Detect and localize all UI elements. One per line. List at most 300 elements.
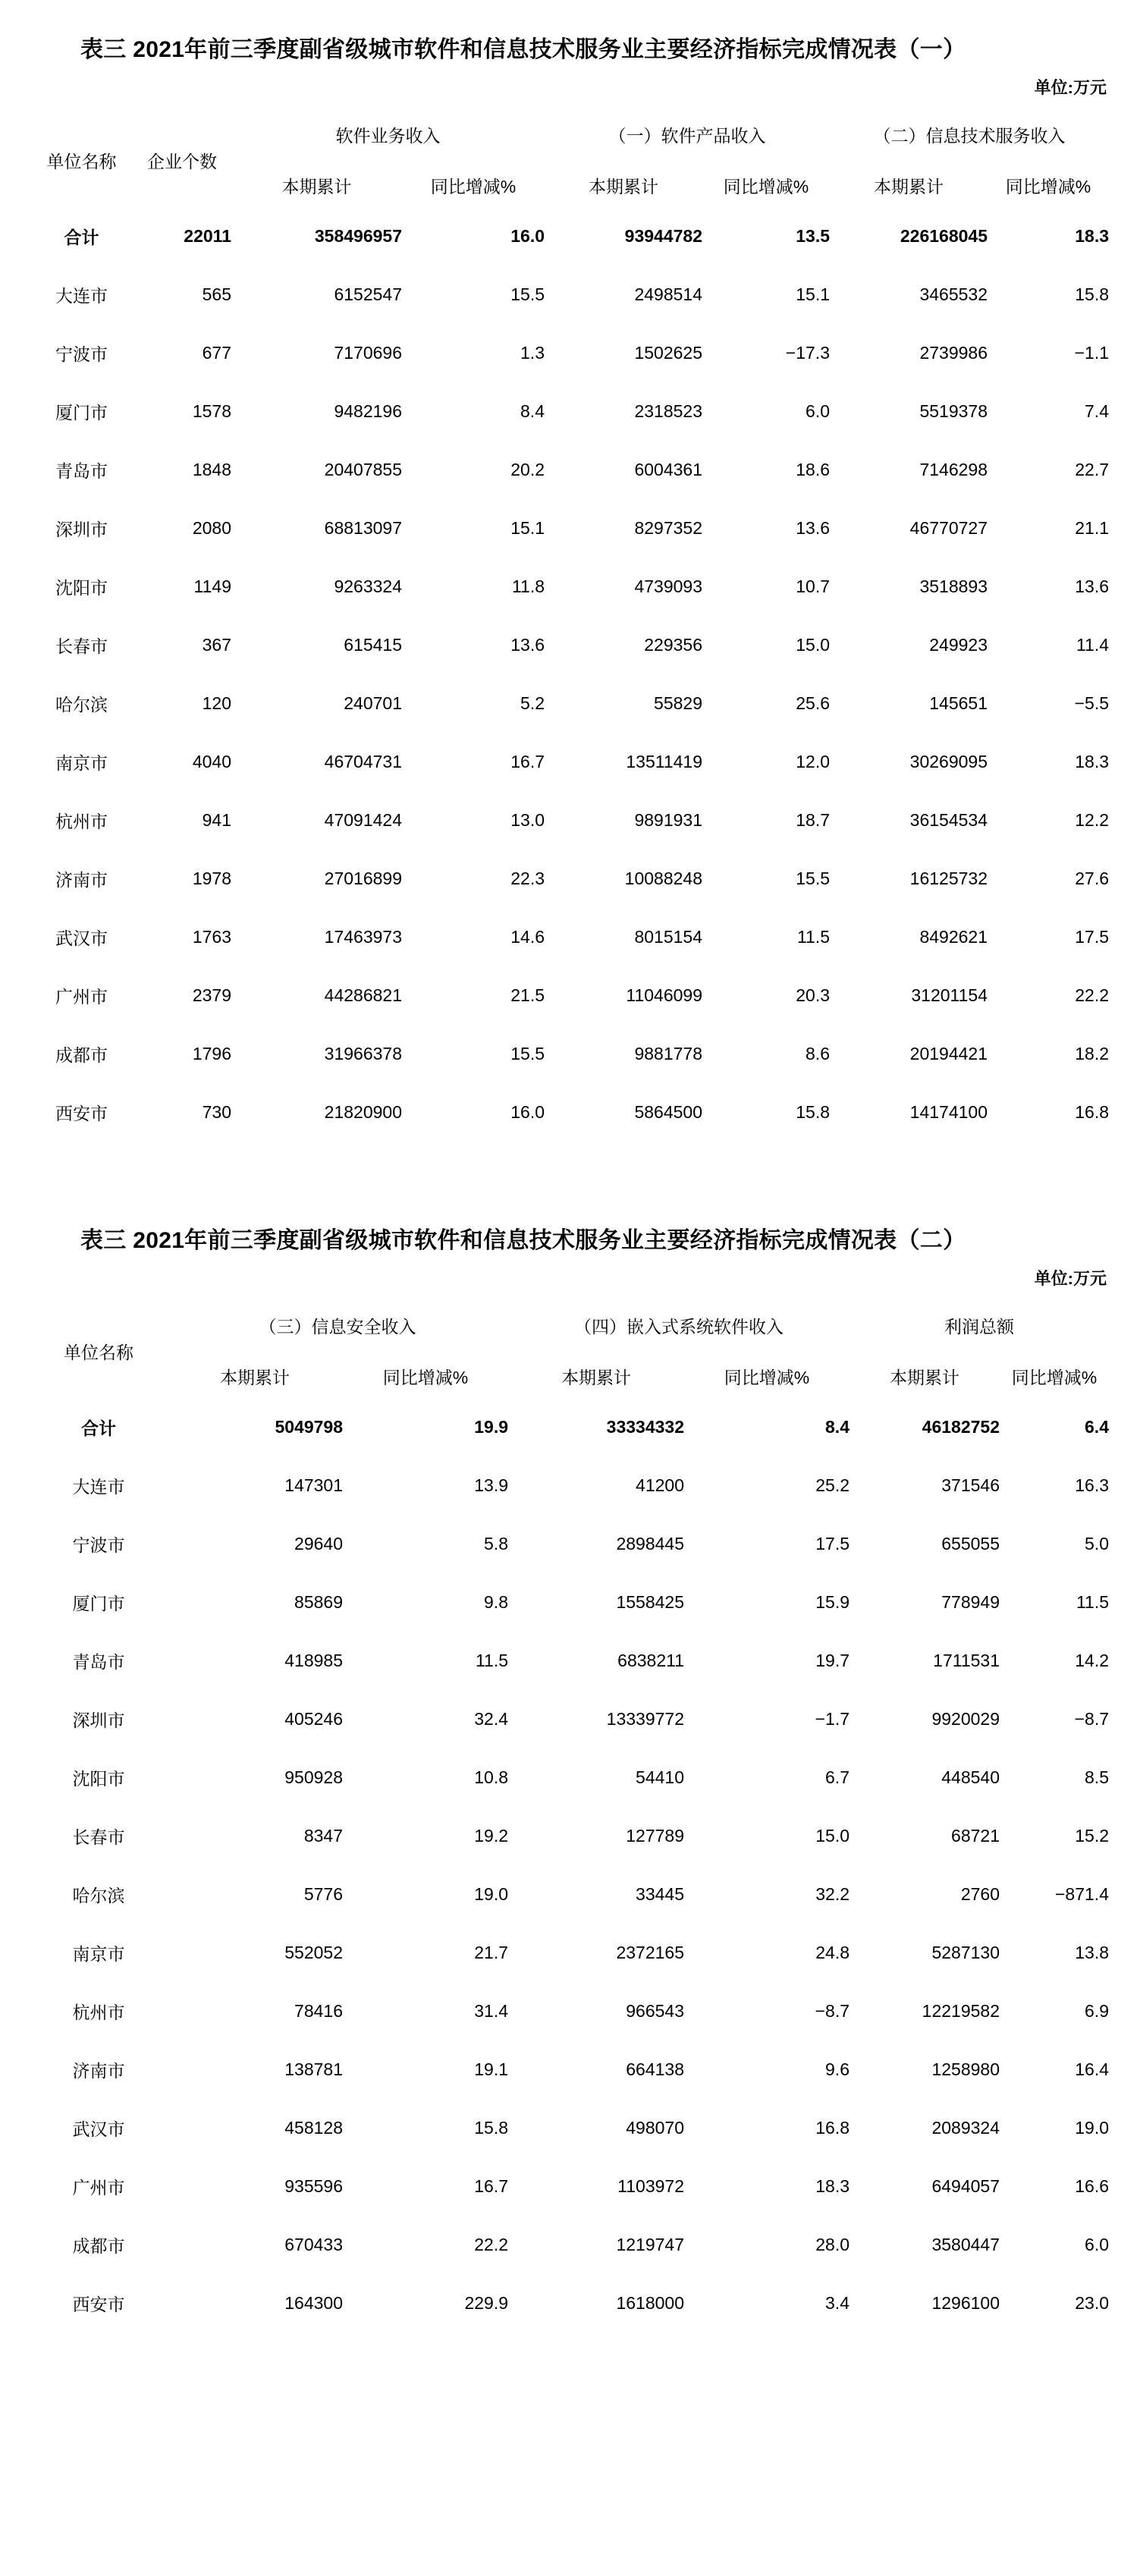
table-two-value-3: 17.5 [815, 1534, 850, 1553]
table-two-row-label: 武汉市 [72, 2119, 125, 2139]
table-one-value-5: 16.8 [1075, 1102, 1109, 1122]
table-one-value-1: 8.4 [520, 401, 545, 421]
table-one-row-label: 广州市 [55, 987, 108, 1007]
table-two-value-3: 16.8 [815, 2118, 850, 2138]
table-row [30, 1520, 1109, 1568]
table-one-row-label: 沈阳市 [55, 578, 108, 598]
table-two-value-5: −871.4 [1055, 1884, 1109, 1904]
table-two-value-4: 6494057 [931, 2176, 1000, 2196]
table-two-value-2: 1103972 [617, 2176, 684, 2196]
table-one-value-3: 11.5 [796, 927, 830, 947]
table-row [30, 1929, 1109, 1977]
table-two-group-header-row [30, 1300, 1109, 1350]
table-row [30, 680, 1109, 727]
row-spacer [30, 669, 1109, 680]
table-two-row-label: 深圳市 [72, 1711, 125, 1730]
table-row [30, 211, 1109, 260]
table-one-enterprise-count: 1796 [192, 1044, 231, 1063]
table-one-value-4: 7146298 [919, 460, 988, 479]
table-row [30, 1695, 1109, 1743]
row-spacer [30, 435, 1109, 446]
table-row [30, 2046, 1109, 2094]
table-one-value-0: 17463973 [324, 927, 402, 947]
table-two-value-5: 5.0 [1085, 1534, 1109, 1553]
row-spacer [30, 1685, 1109, 1695]
table-row [30, 1030, 1109, 1078]
table-row [30, 1579, 1109, 1626]
table-one-group-it-service-revenue: （二）信息技术服务收入 [873, 125, 1066, 146]
table-one-value-0: 9482196 [334, 401, 402, 421]
row-spacer [30, 844, 1109, 855]
table-one-value-3: 18.6 [796, 460, 830, 479]
table-two-value-1: 11.5 [475, 1651, 508, 1670]
table-one-value-2: 13511419 [626, 752, 702, 771]
table-one-value-3: 6.0 [806, 401, 830, 421]
table-two-value-2: 664138 [626, 2059, 684, 2079]
row-spacer [30, 552, 1109, 563]
table-two-value-4: 448540 [941, 1767, 1000, 1787]
table-two-value-4: 371546 [941, 1475, 1000, 1495]
table-two-section [0, 1197, 1140, 2338]
table-row [30, 1987, 1109, 2035]
table-one-row-label: 武汉市 [55, 928, 108, 948]
table-two-value-0: 405246 [284, 1709, 343, 1729]
table-one-enterprise-count: 1149 [193, 576, 231, 596]
table-one-value-1: 15.5 [510, 284, 545, 304]
table-one-body [30, 211, 1109, 1147]
table-two-value-5: 6.0 [1085, 2235, 1109, 2254]
table-two-value-0: 458128 [284, 2118, 343, 2138]
table-two-subheader-growth-3: 同比增减% [1011, 1367, 1098, 1387]
table-one-value-1: 13.0 [510, 810, 545, 830]
table-one-value-4: 3518893 [919, 576, 988, 596]
table-one-value-5: 22.2 [1075, 985, 1109, 1005]
row-spacer [30, 1626, 1109, 1637]
table-one-value-4: 30269095 [909, 752, 988, 771]
row-spacer [30, 1568, 1109, 1579]
row-spacer [30, 786, 1109, 796]
table-two-value-3: 25.2 [815, 1475, 850, 1495]
table-one-value-5: 21.1 [1075, 518, 1109, 538]
table-two-value-3: 8.4 [825, 1417, 850, 1437]
table-two-value-1: 19.1 [474, 2059, 508, 2079]
table-two-value-2: 498070 [626, 2118, 684, 2138]
table-two-value-4: 778949 [941, 1592, 1000, 1612]
table-two-value-2: 1558425 [616, 1592, 684, 1612]
table-one-value-0: 20407855 [324, 460, 402, 479]
table-one-enterprise-count: 565 [202, 284, 231, 304]
table-two-value-4: 1711531 [933, 1651, 1000, 1670]
table-two-value-1: 9.8 [484, 1592, 508, 1612]
table-one-value-1: 21.5 [510, 985, 545, 1005]
table-one-value-2: 5864500 [634, 1102, 702, 1122]
row-spacer [30, 2094, 1109, 2104]
row-spacer [30, 903, 1109, 913]
table-one-value-0: 615415 [344, 635, 402, 655]
table-one-value-1: 5.2 [520, 693, 545, 713]
table-one-row-label: 西安市 [55, 1104, 108, 1123]
table-two-row-label: 哈尔滨 [72, 1886, 125, 1905]
table-two-value-1: 19.0 [474, 1884, 508, 1904]
table-two-value-0: 147301 [284, 1475, 343, 1495]
table-two-value-3: 18.3 [815, 2176, 850, 2196]
table-two-row-label: 杭州市 [72, 2003, 125, 2022]
page-bottom-gap [0, 2338, 1140, 2368]
table-row [30, 271, 1109, 319]
table-two-value-2: 33334332 [606, 1417, 684, 1437]
table-one-value-5: 13.6 [1075, 576, 1109, 596]
table-two-value-4: 12219582 [922, 2001, 1000, 2021]
table-two-value-4: 3580447 [931, 2235, 1000, 2254]
table-one-value-1: 13.6 [510, 635, 545, 655]
table-one-value-5: 15.8 [1075, 284, 1109, 304]
table-one-value-5: 18.3 [1075, 226, 1109, 246]
row-spacer [30, 1078, 1109, 1089]
table-two-value-5: 6.9 [1085, 2001, 1109, 2021]
table-one-value-2: 8297352 [634, 518, 702, 538]
table-one-value-4: 31201154 [911, 985, 988, 1005]
table-one-value-3: 12.0 [796, 752, 830, 771]
table-row [30, 329, 1109, 377]
table-two-value-1: 16.7 [474, 2176, 508, 2196]
table-one-value-2: 55829 [654, 693, 702, 713]
table-two-value-0: 670433 [284, 2235, 343, 2254]
table-two-value-3: 19.7 [815, 1651, 850, 1670]
table-one-value-5: 12.2 [1075, 810, 1109, 830]
table-one-section [0, 0, 1140, 1147]
table-two-value-5: 13.8 [1075, 1943, 1109, 1962]
table-two-value-4: 2089324 [931, 2118, 1000, 2138]
table-one-value-2: 8015154 [634, 927, 702, 947]
table-two-value-0: 78416 [294, 2001, 343, 2021]
table-two-value-5: 14.2 [1075, 1651, 1109, 1670]
table-two-value-0: 85869 [294, 1592, 343, 1612]
table-one-enterprise-count: 1978 [192, 869, 231, 888]
table-one-value-3: 8.6 [806, 1044, 830, 1063]
table-one-row-label: 杭州市 [55, 812, 108, 831]
table-row [30, 621, 1109, 669]
table-one-value-1: 1.3 [520, 343, 545, 363]
table-one-enterprise-count: 1848 [192, 460, 231, 479]
table-two-value-5: −8.7 [1074, 1709, 1109, 1729]
table-one-value-5: 18.3 [1075, 752, 1109, 771]
table-row [30, 913, 1109, 961]
table-two-title: 表三 2021年前三季度副省级城市软件和信息技术服务业主要经济指标完成情况表（二） [80, 1228, 966, 1253]
table-two-value-1: 19.2 [474, 1826, 508, 1846]
table-two-value-5: 23.0 [1075, 2293, 1109, 2313]
table-row [30, 388, 1109, 435]
table-one-subheader-growth-1: 同比增减% [430, 176, 517, 196]
table-two-value-3: 15.0 [815, 1826, 850, 1846]
table-two-value-2: 1618000 [616, 2293, 684, 2313]
row-spacer [30, 1977, 1109, 1987]
table-two-row-label: 成都市 [72, 2236, 125, 2256]
table-two-value-3: 28.0 [815, 2235, 850, 2254]
table-two-row-label: 长春市 [72, 1827, 125, 1847]
table-two-value-5: 16.3 [1075, 1475, 1109, 1495]
table-two-value-0: 418985 [284, 1651, 343, 1670]
table-one-enterprise-count: 730 [202, 1102, 231, 1122]
table-two-value-1: 22.2 [474, 2235, 508, 2254]
table-one-value-2: 93944782 [624, 226, 702, 246]
table-one-subheader-growth-3: 同比增减% [1005, 176, 1091, 196]
row-spacer [30, 1451, 1109, 1462]
table-two-value-1: 10.8 [474, 1767, 508, 1787]
table-one-value-3: 15.8 [796, 1102, 830, 1122]
table-one [30, 109, 1109, 1147]
table-one-value-5: −5.5 [1074, 693, 1109, 713]
row-spacer [30, 260, 1109, 271]
table-one-enterprise-count: 120 [202, 693, 231, 713]
table-two-row-label: 西安市 [72, 2295, 125, 2314]
row-spacer [30, 2035, 1109, 2046]
table-two-subheader-cumulative-3: 本期累计 [890, 1367, 959, 1387]
table-one-value-3: 15.5 [796, 869, 830, 888]
row-spacer [30, 1860, 1109, 1871]
table-one-row-label: 成都市 [55, 1045, 108, 1065]
table-one-unit-note: 单位:万元 [1034, 78, 1107, 97]
table-two-value-0: 164300 [284, 2293, 343, 2313]
row-spacer [30, 1019, 1109, 1030]
table-two-value-1: 31.4 [474, 2001, 508, 2021]
table-two-value-3: 9.6 [825, 2059, 850, 2079]
table-two-value-0: 138781 [284, 2059, 343, 2079]
row-spacer [30, 494, 1109, 504]
table-two-group-embedded-software-revenue: （四）嵌入式系统软件收入 [574, 1316, 784, 1337]
table-one-value-3: 15.1 [796, 284, 830, 304]
table-two-row-label: 厦门市 [72, 1594, 125, 1613]
table-one-row-label: 深圳市 [55, 520, 108, 539]
table-two-value-1: 19.9 [474, 1417, 508, 1437]
table-one-value-0: 21820900 [324, 1102, 402, 1122]
table-two-value-3: 3.4 [825, 2293, 850, 2313]
table-one-enterprise-count: 4040 [192, 752, 231, 771]
table-one-value-0: 46704731 [324, 752, 402, 771]
table-two-value-2: 13339772 [606, 1709, 684, 1729]
row-spacer [30, 1802, 1109, 1812]
row-spacer [30, 611, 1109, 621]
table-one-value-0: 358496957 [314, 226, 402, 246]
table-one-row-label: 大连市 [55, 286, 108, 306]
table-one-value-4: 46770727 [909, 518, 988, 538]
table-two-value-3: 6.7 [825, 1767, 850, 1787]
table-two-subheader-row [30, 1350, 1109, 1402]
table-one-row-label: 合计 [64, 228, 99, 247]
table-one-value-4: 3465532 [919, 284, 988, 304]
table-row [30, 2221, 1109, 2269]
table-two-value-0: 552052 [284, 1943, 343, 1962]
table-two-row-label: 青岛市 [72, 1652, 125, 1672]
row-spacer [30, 1136, 1109, 1147]
table-one-value-5: 18.2 [1075, 1044, 1109, 1063]
table-one-value-4: 36154534 [909, 810, 988, 830]
table-two-value-1: 13.9 [474, 1475, 508, 1495]
table-two-value-1: 15.8 [474, 2118, 508, 2138]
table-two-value-3: 15.9 [815, 1592, 850, 1612]
row-spacer [30, 1743, 1109, 1754]
table-two-row-label: 合计 [81, 1418, 116, 1438]
row-spacer [30, 1918, 1109, 1929]
table-row [30, 855, 1109, 903]
table-two-value-2: 54410 [636, 1767, 684, 1787]
row-spacer [30, 2152, 1109, 2163]
table-one-value-1: 16.0 [510, 226, 545, 246]
table-row [30, 1462, 1109, 1509]
table-one-title: 表三 2021年前三季度副省级城市软件和信息技术服务业主要经济指标完成情况表（一） [80, 37, 966, 62]
table-one-row-label: 长春市 [55, 636, 108, 656]
table-one-enterprise-count: 1578 [192, 401, 231, 421]
table-one-value-2: 4739093 [634, 576, 702, 596]
table-two-value-3: 32.2 [815, 1884, 850, 1904]
table-one-value-1: 22.3 [510, 869, 545, 888]
table-one-value-5: 27.6 [1075, 869, 1109, 888]
table-two-row-label: 沈阳市 [72, 1769, 125, 1789]
table-two-value-2: 1219747 [616, 2235, 684, 2254]
table-two-value-1: 5.8 [484, 1534, 508, 1553]
table-one-value-3: 15.0 [796, 635, 830, 655]
table-two-value-4: 2760 [960, 1884, 1000, 1904]
table-one-value-2: 10088248 [624, 869, 702, 888]
table-two-row-label: 济南市 [72, 2061, 125, 2081]
table-two-value-4: 9920029 [931, 1709, 1000, 1729]
table-one-value-4: 20194421 [909, 1044, 988, 1063]
row-spacer [30, 961, 1109, 972]
row-spacer [30, 1509, 1109, 1520]
table-one-value-1: 15.1 [510, 518, 545, 538]
table-one-group-header-row [30, 109, 1109, 159]
table-two-unit-note: 单位:万元 [1034, 1269, 1107, 1288]
table-one-row-label: 厦门市 [55, 403, 108, 423]
table-one-value-5: 11.4 [1076, 635, 1109, 655]
row-spacer [30, 319, 1109, 329]
table-one-value-2: 9881778 [634, 1044, 702, 1063]
table-two-value-2: 127789 [626, 1826, 684, 1846]
table-two-value-3: −8.7 [815, 2001, 850, 2021]
table-row [30, 1089, 1109, 1136]
table-row [30, 796, 1109, 844]
table-one-value-0: 240701 [344, 693, 402, 713]
table-row [30, 563, 1109, 611]
table-one-value-0: 9263324 [334, 576, 402, 596]
table-two-value-0: 935596 [284, 2176, 343, 2196]
table-two-value-5: 8.5 [1085, 1767, 1109, 1787]
table-two-row-label: 大连市 [72, 1477, 125, 1497]
table-one-group-software-revenue: 软件业务收入 [335, 125, 441, 146]
table-one-value-0: 27016899 [324, 869, 402, 888]
table-one-value-1: 16.7 [510, 752, 545, 771]
table-one-value-3: 13.6 [796, 518, 830, 538]
table-one-value-1: 15.5 [510, 1044, 545, 1063]
table-one-value-5: 7.4 [1085, 401, 1109, 421]
table-one-row-label: 宁波市 [55, 344, 108, 364]
table-row [30, 1754, 1109, 1802]
table-two-subheader-growth-2: 同比增减% [724, 1367, 810, 1387]
table-one-enterprise-count: 367 [202, 635, 231, 655]
table-row [30, 1812, 1109, 1860]
table-one-stub-header: 单位名称 [46, 151, 117, 171]
table-one-enterprise-count: 941 [202, 810, 231, 830]
table-two-value-1: 229.9 [464, 2293, 508, 2313]
table-one-row-label: 哈尔滨 [55, 695, 108, 715]
table-one-value-4: 2739986 [919, 343, 988, 363]
row-spacer [30, 2210, 1109, 2221]
table-one-value-1: 20.2 [510, 460, 545, 479]
table-one-value-4: 16125732 [909, 869, 988, 888]
table-one-enterprise-count: 2379 [192, 985, 231, 1005]
table-two-value-2: 2898445 [616, 1534, 684, 1553]
table-two-group-info-security-revenue: （三）信息安全收入 [259, 1316, 416, 1337]
section-gap [0, 1147, 1140, 1197]
table-two-value-4: 1258980 [931, 2059, 1000, 2079]
table-row [30, 1402, 1109, 1451]
table-two-value-0: 29640 [294, 1534, 343, 1553]
row-spacer [30, 727, 1109, 738]
table-one-value-5: 17.5 [1075, 927, 1109, 947]
table-one-value-4: 249923 [929, 635, 988, 655]
table-one-value-3: 13.5 [796, 226, 830, 246]
table-two-value-2: 33445 [636, 1884, 684, 1904]
table-two-group-total-profit: 利润总额 [944, 1316, 1014, 1337]
table-one-enterprise-count: 22011 [184, 226, 231, 246]
table-row [30, 972, 1109, 1019]
table-one-value-0: 47091424 [324, 810, 402, 830]
table-one-value-3: 18.7 [796, 810, 830, 830]
table-two-value-0: 5776 [303, 1884, 343, 1904]
table-one-subheader-cumulative-1: 本期累计 [281, 176, 352, 196]
table-one-value-3: −17.3 [785, 343, 830, 363]
table-two-value-5: 11.5 [1076, 1592, 1109, 1612]
table-two-value-3: 24.8 [815, 1943, 850, 1962]
table-two-value-2: 41200 [636, 1475, 684, 1495]
table-one-value-2: 9891931 [634, 810, 702, 830]
table-two-value-1: 21.7 [474, 1943, 508, 1962]
table-one-subheader-cumulative-3: 本期累计 [874, 176, 944, 196]
row-spacer [30, 377, 1109, 388]
table-two-row-label: 南京市 [72, 1944, 125, 1964]
table-row [30, 446, 1109, 494]
table-one-enterprise-count: 2080 [192, 518, 231, 538]
table-two-value-5: 19.0 [1075, 2118, 1109, 2138]
table-one-value-2: 2498514 [634, 284, 702, 304]
table-one-value-0: 68813097 [324, 518, 402, 538]
table-row [30, 504, 1109, 552]
table-two-value-5: 16.6 [1075, 2176, 1109, 2196]
table-two-value-4: 5287130 [931, 1943, 1000, 1962]
table-two-value-2: 966543 [626, 2001, 684, 2021]
table-two-value-4: 46182752 [922, 1417, 1000, 1437]
table-row [30, 2279, 1109, 2327]
table-one-value-3: 10.7 [796, 576, 830, 596]
table-one-value-0: 7170696 [334, 343, 402, 363]
table-two-value-4: 68721 [951, 1826, 1000, 1846]
table-one-value-0: 6152547 [334, 284, 402, 304]
table-two-value-4: 655055 [941, 1534, 1000, 1553]
table-one-group-software-product-revenue: （一）软件产品收入 [608, 125, 766, 146]
table-row [30, 1637, 1109, 1685]
table-one-subheader-growth-2: 同比增减% [723, 176, 809, 196]
table-one-value-3: 20.3 [796, 985, 830, 1005]
table-one-enterprise-count: 677 [202, 343, 231, 363]
table-one-value-5: 22.7 [1075, 460, 1109, 479]
table-two-subheader-cumulative-2: 本期累计 [561, 1367, 631, 1387]
table-two [30, 1300, 1109, 2338]
table-row [30, 1871, 1109, 1918]
row-spacer [30, 2327, 1109, 2338]
table-one-value-4: 145651 [929, 693, 988, 713]
table-two-value-0: 8347 [303, 1826, 343, 1846]
table-two-value-0: 5049798 [275, 1417, 343, 1437]
table-two-value-0: 950928 [284, 1767, 343, 1787]
